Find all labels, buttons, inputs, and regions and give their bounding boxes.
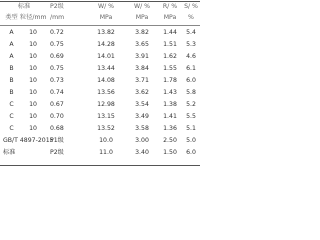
table-cell: 10	[29, 125, 37, 132]
table-cell: 3.91	[135, 53, 149, 60]
table-cell: 1.78	[163, 77, 177, 84]
table-cell: 14.28	[97, 41, 115, 48]
table-cell: C	[9, 125, 14, 132]
table-cell: 3.49	[135, 113, 149, 120]
table-cell: 4.6	[186, 53, 196, 60]
header-col-6-unit: %	[188, 14, 194, 21]
table-cell: A	[9, 29, 14, 36]
header-col-3: W/ %	[97, 3, 115, 10]
table-cell: 10	[29, 29, 37, 36]
table-cell: 3.54	[135, 101, 149, 108]
table-cell: 6.1	[186, 65, 196, 72]
header-col-5: R/ %	[162, 3, 178, 10]
standard-cell: 3.00	[135, 137, 149, 144]
table-cell: 0.74	[50, 89, 64, 96]
table-cell: 0.72	[50, 29, 64, 36]
table-cell: C	[9, 113, 14, 120]
header-col-6: S/ %	[184, 3, 198, 10]
header-type: 类型	[5, 14, 18, 21]
standard-cell: 2.50	[163, 137, 177, 144]
table-cell: 10	[29, 113, 37, 120]
table-cell: 3.65	[135, 41, 149, 48]
standard-cell: GB/T 4897-2015	[3, 137, 54, 144]
table-cell: 5.5	[186, 113, 196, 120]
table-cell: 1.44	[163, 29, 177, 36]
table-cell: B	[9, 77, 14, 84]
table-cell: 5.1	[186, 125, 196, 132]
table-cell: 3.58	[135, 125, 149, 132]
table-cell: 3.62	[135, 89, 149, 96]
table-cell: C	[9, 101, 14, 108]
standard-cell: 10.0	[99, 137, 113, 144]
table-cell: 14.08	[97, 77, 115, 84]
header-col-3-unit: MPa	[99, 14, 113, 21]
header-group-label: 标准	[17, 3, 31, 10]
table-cell: A	[9, 41, 14, 48]
table-cell: 1.43	[163, 89, 177, 96]
table-cell: 0.68	[50, 125, 64, 132]
table-cell: 0.75	[50, 65, 64, 72]
table-cell: 5.8	[186, 89, 196, 96]
table-cell: A	[9, 53, 14, 60]
header-col-4-unit: MPa	[135, 14, 149, 21]
table-cell: 1.62	[163, 53, 177, 60]
table-cell: B	[9, 65, 14, 72]
standard-cell: P1级	[50, 137, 64, 144]
table-top-rule	[0, 1, 200, 2]
table-cell: 12.98	[97, 101, 115, 108]
table-cell: 0.70	[50, 113, 64, 120]
table-cell: 3.71	[135, 77, 149, 84]
table-cell: 1.55	[163, 65, 177, 72]
table-cell: 10	[29, 65, 37, 72]
table-cell: 5.4	[186, 29, 196, 36]
header-col-2-unit: /mm	[50, 14, 65, 21]
table-cell: 1.36	[163, 125, 177, 132]
table-cell: 10	[29, 89, 37, 96]
table-cell: 13.52	[97, 125, 115, 132]
header-col-4: W/ %	[133, 3, 151, 10]
standard-cell: P2级	[50, 149, 64, 156]
standard-cell: 11.0	[99, 149, 113, 156]
table-cell: 5.2	[186, 101, 196, 108]
table-cell: 0.69	[50, 53, 64, 60]
table-cell: 3.84	[135, 65, 149, 72]
table-cell: 0.67	[50, 101, 64, 108]
standard-cell: 5.0	[186, 137, 196, 144]
table-cell: 6.0	[186, 77, 196, 84]
table-cell: 10	[29, 77, 37, 84]
standard-cell: 6.0	[186, 149, 196, 156]
table-cell: 0.75	[50, 41, 64, 48]
table-cell: 14.01	[97, 53, 115, 60]
table-cell: B	[9, 89, 14, 96]
table-cell: 1.38	[163, 101, 177, 108]
standard-cell: 标准	[3, 149, 16, 156]
table-cell: 13.15	[97, 113, 115, 120]
table-cell: 10	[29, 53, 37, 60]
table-cell: 13.82	[97, 29, 115, 36]
header-col-5-unit: MPa	[163, 14, 177, 21]
table-cell: 13.44	[97, 65, 115, 72]
table-bottom-rule	[0, 165, 200, 166]
table-cell: 3.82	[135, 29, 149, 36]
table-cell: 0.73	[50, 77, 64, 84]
header-size: 粒径/mm	[20, 14, 47, 21]
table-cell: 1.41	[163, 113, 177, 120]
table-cell: 5.3	[186, 41, 196, 48]
table-cell: 13.56	[97, 89, 115, 96]
standard-cell: 3.40	[135, 149, 149, 156]
table-cell: 10	[29, 41, 37, 48]
table-cell: 1.51	[163, 41, 177, 48]
header-col-2: P2级	[50, 3, 64, 10]
header-rule	[0, 25, 200, 26]
table-cell: 10	[29, 101, 37, 108]
standard-cell: 1.50	[163, 149, 177, 156]
